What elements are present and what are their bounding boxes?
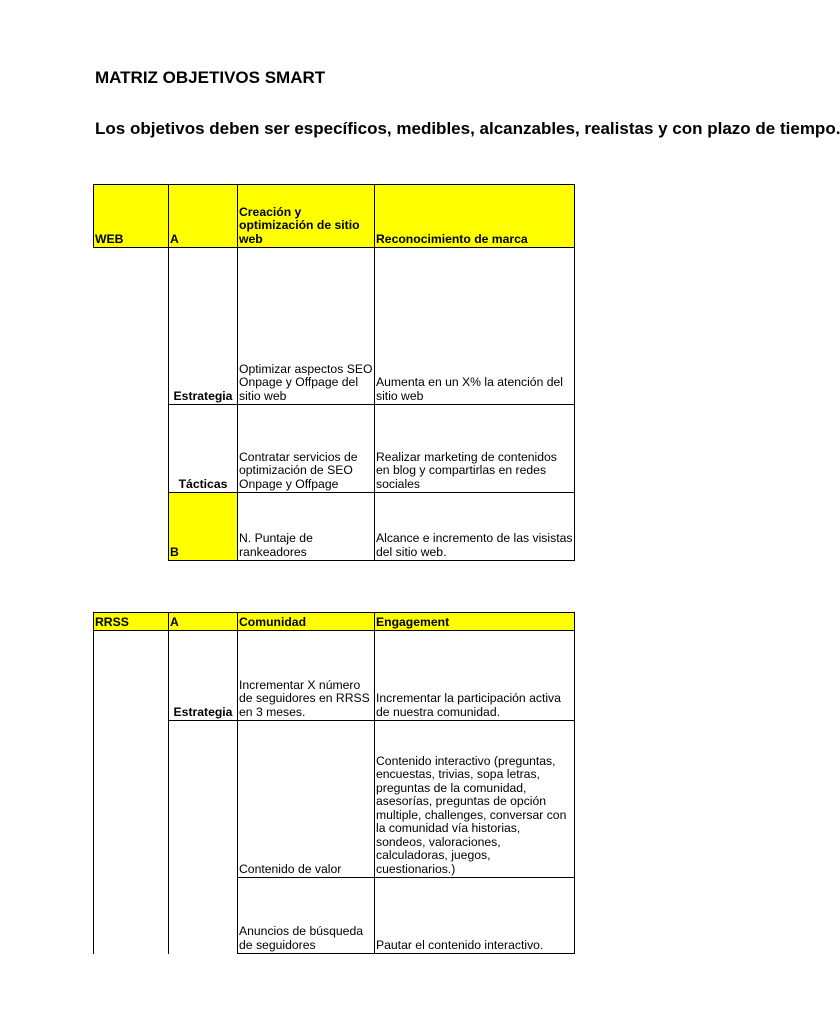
web-tactics-label: Tácticas — [168, 404, 238, 493]
rrss-strategy-label: Estrategia — [168, 630, 238, 721]
rrss-header-objective-2: Engagement — [374, 612, 575, 631]
rrss-strategy-col2: Incrementar la participación activa de nuestra comunidad. — [374, 630, 575, 721]
rrss-row3-col1: Anuncios de búsqueda de seguidores — [237, 877, 375, 954]
web-header-objective-2: Reconocimiento de marca — [374, 184, 575, 248]
web-kpi-col2: Alcance e incremento de las visistas del sitio web. — [374, 492, 575, 561]
rrss-row2-col2: Contenido interactivo (preguntas, encuestas, trivias, sopa letras, preguntas de la comunidad, asesorías, preguntas de opción multiple, challenges, conversar con la comunidad vía historias, sondeos, valoraciones, calculadoras, juegos, cuestionarios.) — [374, 720, 575, 878]
document-subtitle: Los objetivos deben ser específicos, medibles, alcanzables, realistas y con plazo de tiempo. — [95, 119, 840, 138]
document-title: MATRIZ OBJETIVOS SMART — [95, 68, 326, 87]
web-header-objective-1: Creación y optimización de sitio web — [237, 184, 375, 248]
web-tactics-col2: Realizar marketing de contenidos en blog y compartirlas en redes sociales — [374, 404, 575, 493]
web-strategy-col2: Aumenta en un X% la atención del sitio web — [374, 247, 575, 405]
web-strategy-label: Estrategia — [168, 247, 238, 405]
rrss-header-objective-1: Comunidad — [237, 612, 375, 631]
rrss-header-code: A — [168, 612, 238, 631]
web-header-channel: WEB — [93, 184, 169, 248]
web-kpi-col1: N. Puntaje de rankeadores — [237, 492, 375, 561]
rrss-strategy-col1: Incrementar X número de seguidores en RRSS en 3 meses. — [237, 630, 375, 721]
web-header-code: A — [168, 184, 238, 248]
rrss-left-border — [93, 630, 94, 954]
rrss-row2-col1: Contenido de valor — [237, 720, 375, 878]
web-tactics-col1: Contratar servicios de optimización de SEO Onpage y Offpage — [237, 404, 375, 493]
rrss-header-channel: RRSS — [93, 612, 169, 631]
document-subtitle-container — [95, 119, 840, 145]
web-kpi-code: B — [168, 492, 238, 561]
rrss-code-col-border — [168, 720, 169, 954]
rrss-row3-col2: Pautar el contenido interactivo. — [374, 877, 575, 954]
web-strategy-col1: Optimizar aspectos SEO Onpage y Offpage del sitio web — [237, 247, 375, 405]
